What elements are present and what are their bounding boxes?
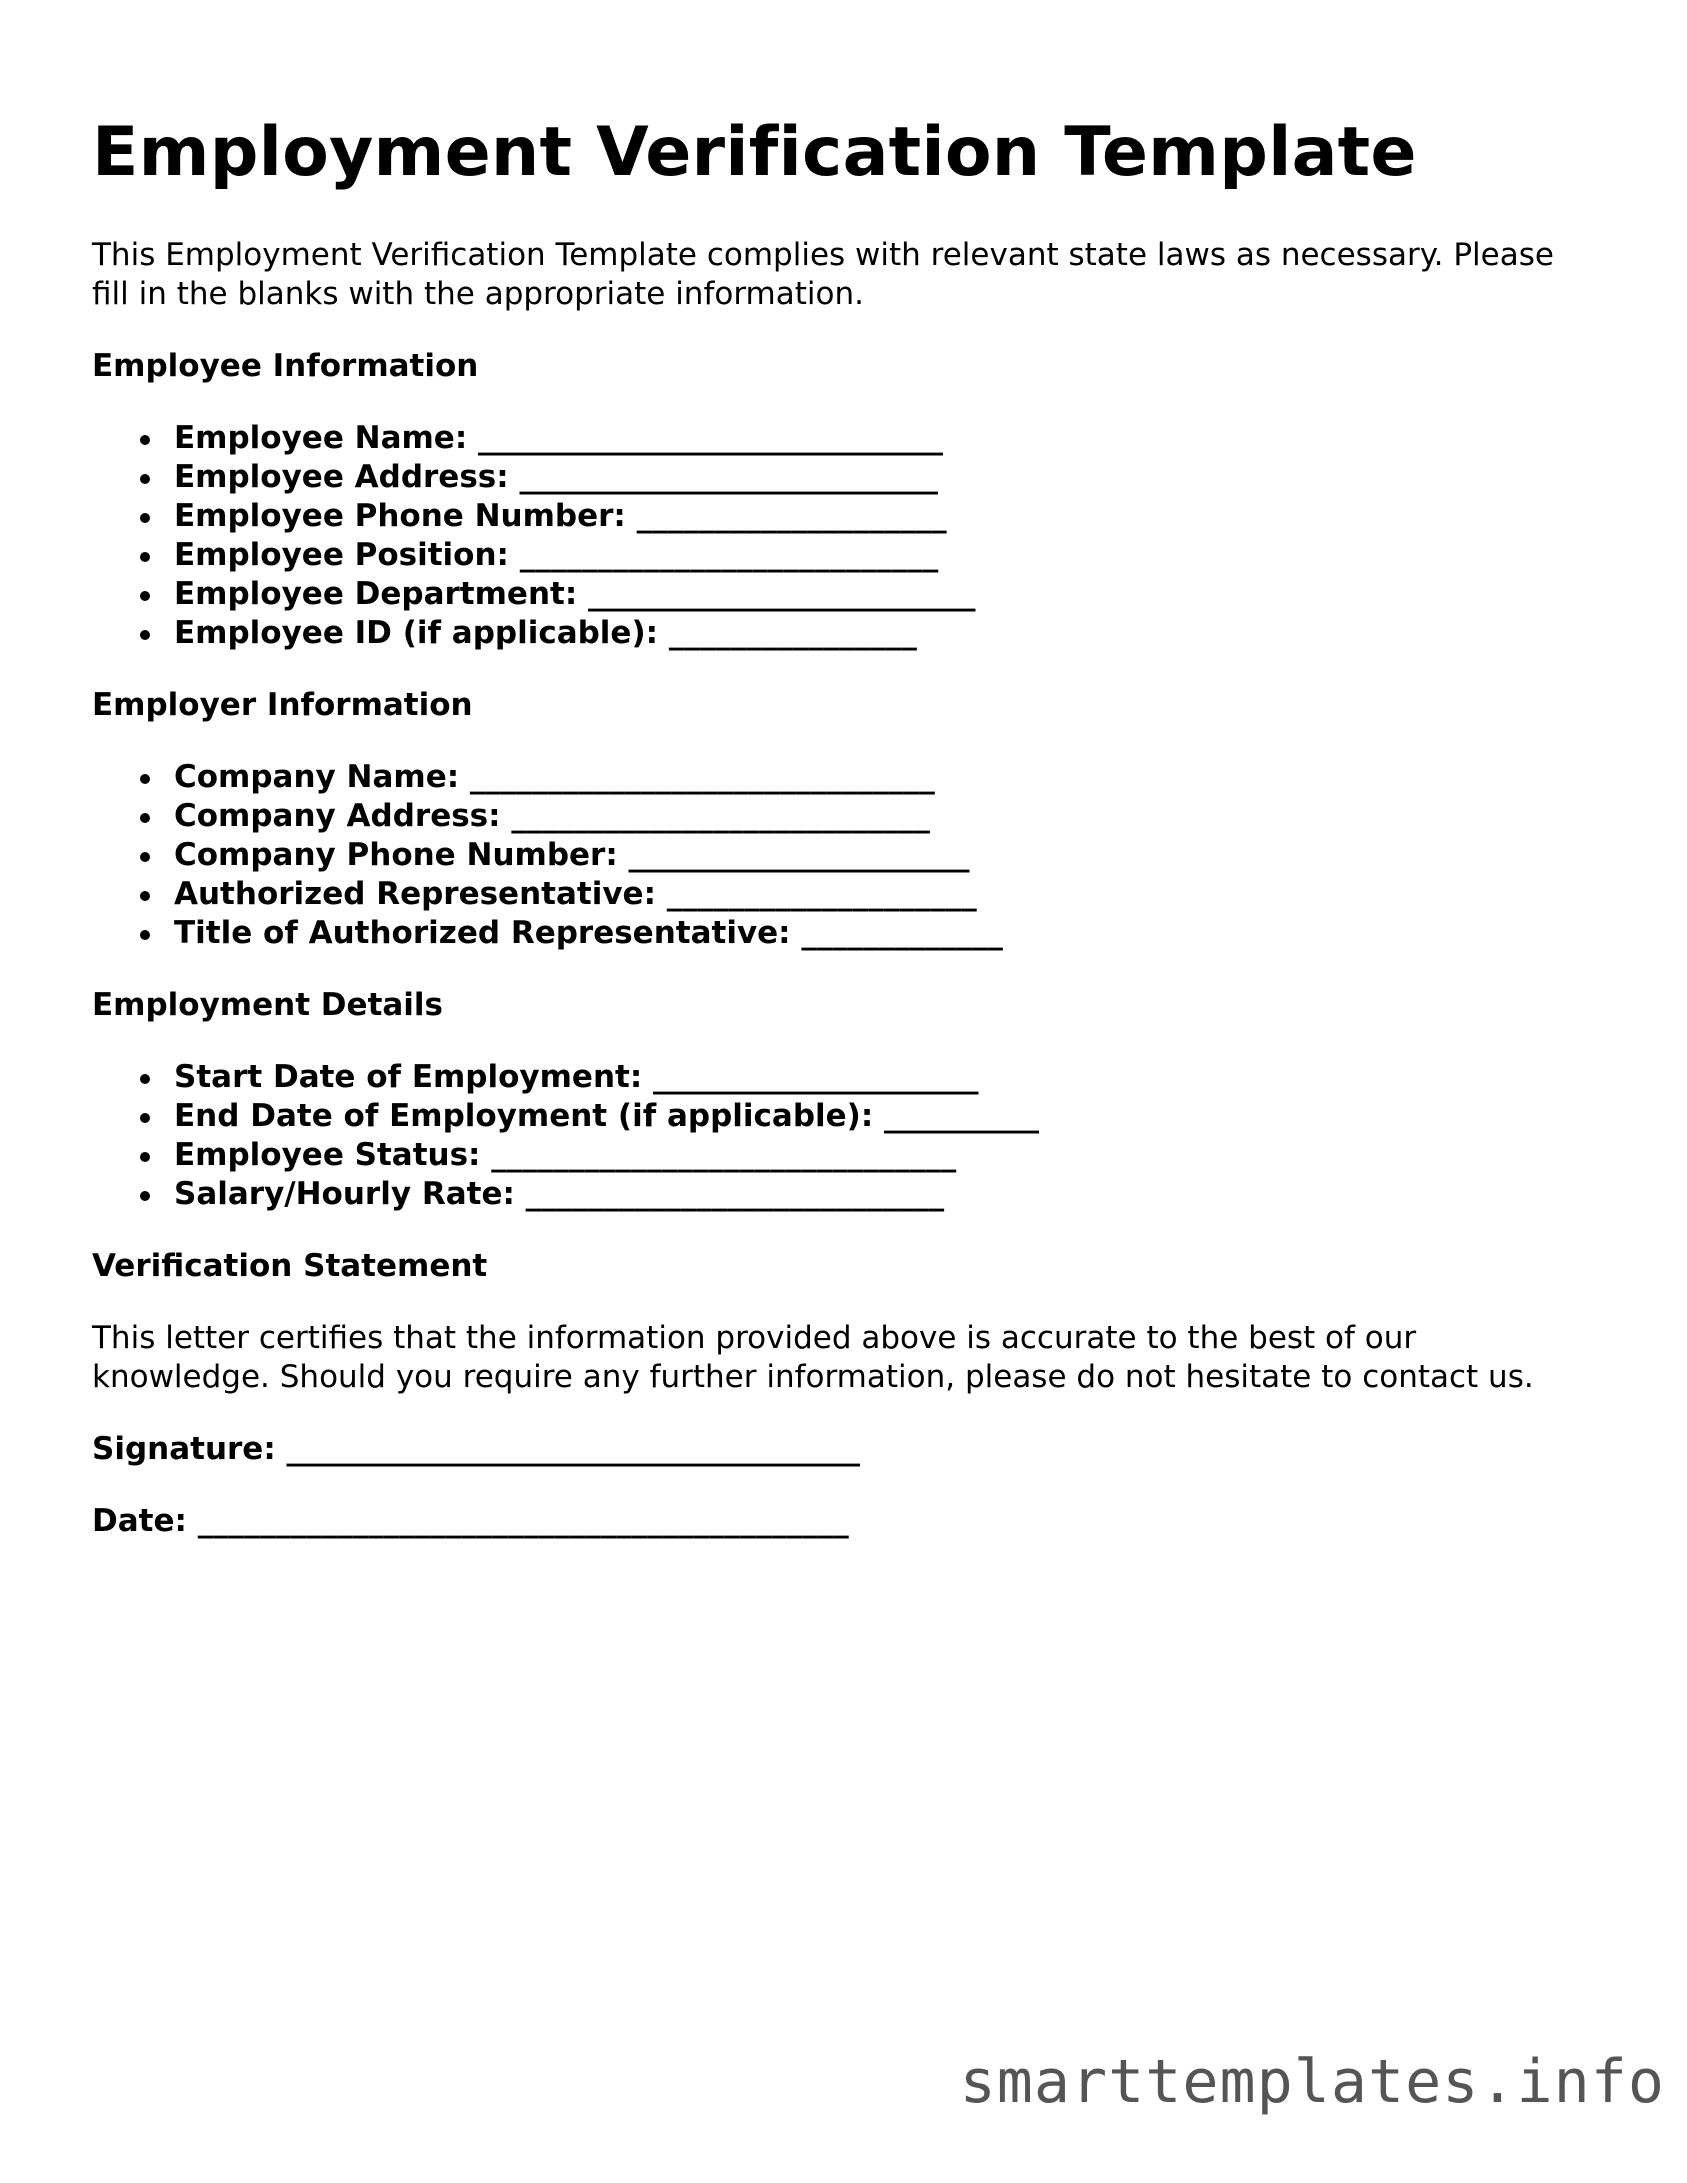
fill-blank: ___________________________ [525, 1176, 945, 1212]
signature-label: Signature: [92, 1431, 276, 1467]
field-label: Company Phone Number: [174, 837, 618, 873]
field-label: Employee Name: [174, 420, 468, 456]
signature-line [92, 1430, 1592, 1469]
fill-blank: ______________________________ [478, 420, 944, 456]
fill-blank: _________________________ [588, 576, 976, 612]
field-label: Employee Status: [174, 1137, 481, 1173]
employee-department-field [174, 575, 1592, 614]
employee-position-field [174, 536, 1592, 575]
start-date-field [174, 1058, 1592, 1097]
field-label: Company Address: [174, 798, 501, 834]
field-label: Title of Authorized Representative: [174, 915, 791, 951]
fill-blank: ______________________________ [491, 1137, 957, 1173]
fill-blank: ______________________________ [469, 759, 935, 795]
employee-fields-list [92, 419, 1592, 653]
date-line [92, 1502, 1592, 1541]
company-name-field [174, 758, 1592, 797]
field-label: Employee Position: [174, 537, 509, 573]
field-label: End Date of Employment (if applicable): [174, 1098, 874, 1134]
field-label: Employee ID (if applicable): [174, 615, 659, 651]
employee-status-field [174, 1136, 1592, 1175]
field-label: Authorized Representative: [174, 876, 656, 912]
site-watermark: smarttemplates.info [959, 2047, 1665, 2117]
company-phone-field [174, 836, 1592, 875]
field-label: Employee Phone Number: [174, 498, 626, 534]
employer-fields-list [92, 758, 1592, 953]
end-date-field [174, 1097, 1592, 1136]
document-title: Employment Verification Template [92, 113, 1417, 192]
authorized-representative-field [174, 875, 1592, 914]
fill-blank: ____________________ [636, 498, 947, 534]
salary-rate-field [174, 1175, 1592, 1214]
employee-address-field [174, 458, 1592, 497]
fill-blank: ___________________________ [519, 537, 939, 573]
date-blank: __________________________________________ [197, 1503, 849, 1539]
employer-section-heading: Employer Information [92, 687, 473, 723]
fill-blank: ______________________ [628, 837, 970, 873]
company-address-field [174, 797, 1592, 836]
document-page [92, 112, 1592, 1541]
fill-blank: ___________________________ [519, 459, 938, 495]
employment-fields-list [92, 1058, 1592, 1214]
verification-paragraph: This letter certifies that the information provided above is accurate to the best of our knowledge. Should you require any further information, please do not hesitate to contact us. [92, 1320, 1534, 1395]
intro-paragraph: This Employment Verification Template complies with relevant state laws as necessary. Please fill in the blanks with the appropriate information. [92, 237, 1554, 312]
signature-blank: _____________________________________ [286, 1431, 861, 1467]
fill-blank: __________ [884, 1098, 1040, 1134]
date-label: Date: [92, 1503, 187, 1539]
employee-phone-field [174, 497, 1592, 536]
fill-blank: ________________ [668, 615, 917, 651]
fill-blank: ____________________ [666, 876, 977, 912]
field-label: Company Name: [174, 759, 460, 795]
employee-name-field [174, 419, 1592, 458]
field-label: Employee Address: [174, 459, 509, 495]
employee-id-field [174, 614, 1592, 653]
employment-section-heading: Employment Details [92, 987, 444, 1023]
field-label: Employee Department: [174, 576, 578, 612]
employee-section-heading: Employee Information [92, 348, 479, 384]
fill-blank: _____________ [801, 915, 1003, 951]
fill-blank: _____________________ [653, 1059, 979, 1095]
field-label: Start Date of Employment: [174, 1059, 643, 1095]
representative-title-field [174, 914, 1592, 953]
verification-section-heading: Verification Statement [92, 1248, 488, 1284]
fill-blank: ___________________________ [511, 798, 930, 834]
field-label: Salary/Hourly Rate: [174, 1176, 515, 1212]
